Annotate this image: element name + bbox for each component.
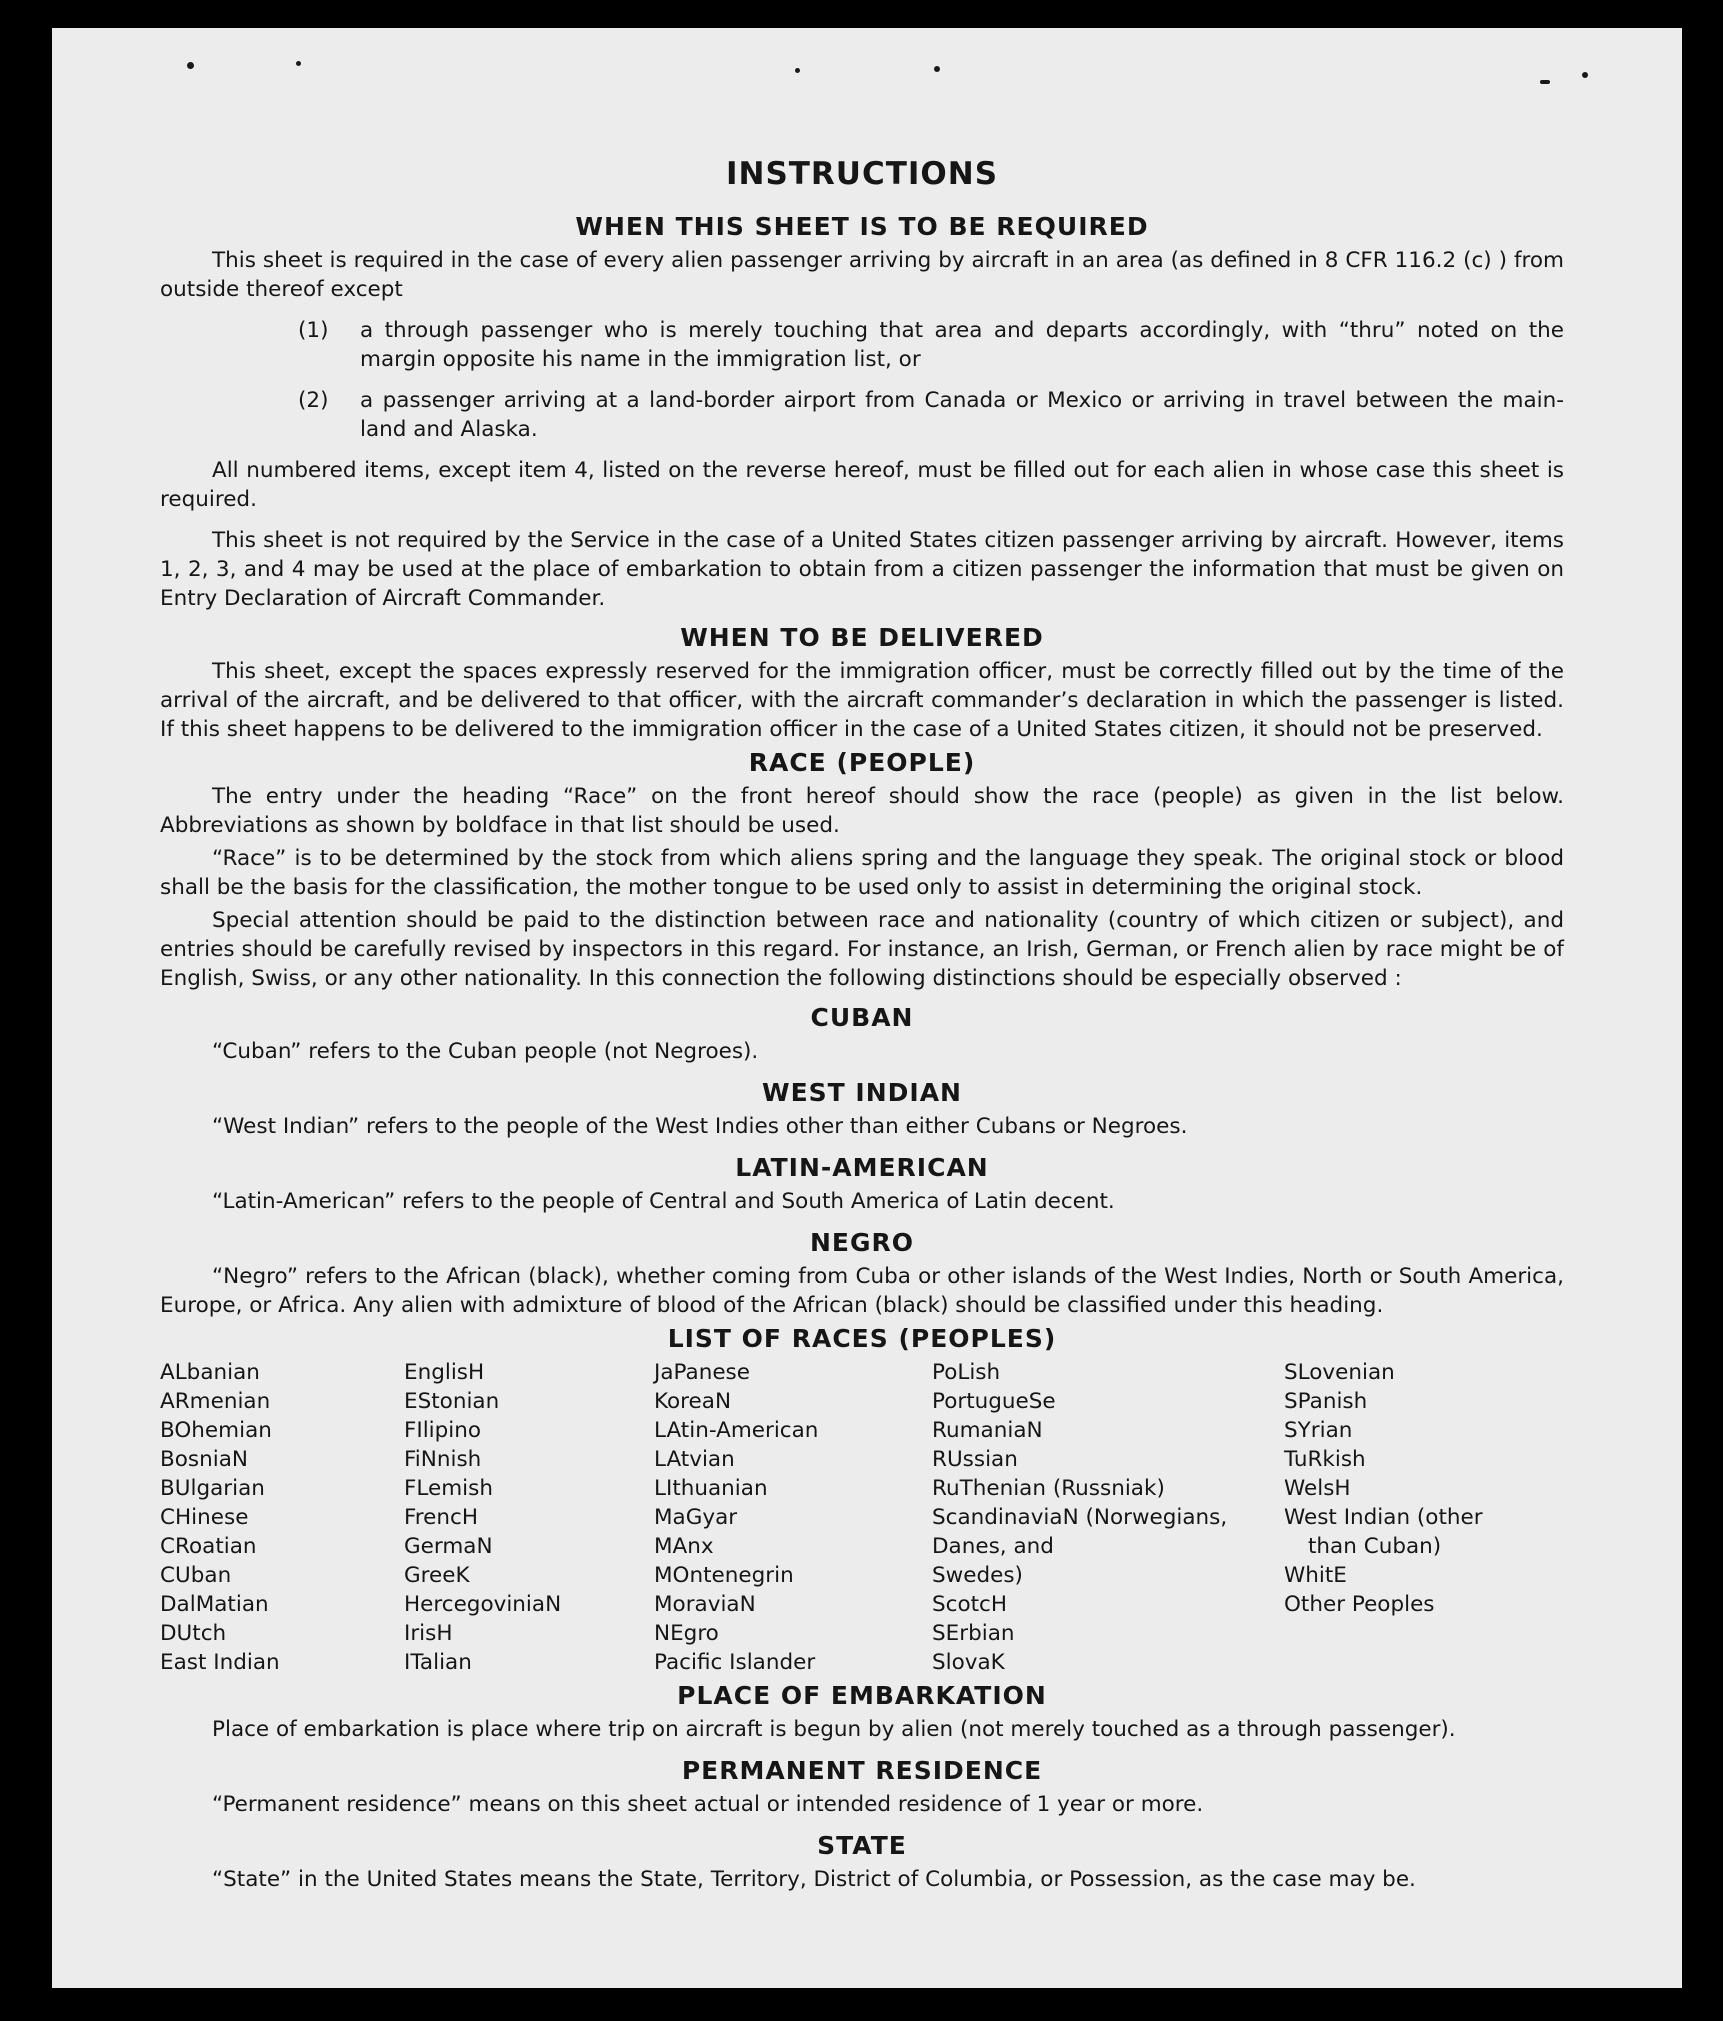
- heading-when-required: WHEN THIS SHEET IS TO BE REQUIRED: [575, 212, 1149, 241]
- embarkation-paragraph: Place of embarkation is place where trip on aircraft is begun by alien (not merely touched as a through passenger).: [212, 1717, 1456, 1742]
- race-entry: BOhemian: [160, 1418, 272, 1443]
- race-entry: ScotcH: [932, 1592, 1008, 1617]
- race-entry: IrisH: [404, 1621, 453, 1646]
- race-entry: FrencH: [404, 1505, 479, 1530]
- race-entry: RUssian: [932, 1447, 1018, 1472]
- race-entry: BUlgarian: [160, 1476, 265, 1501]
- race-entry: SYrian: [1284, 1418, 1353, 1443]
- race-entry: HercegoviniaN: [404, 1592, 562, 1617]
- race-entry: MOntenegrin: [654, 1563, 794, 1588]
- exception-text: a passenger arriving at a land-border airport from Canada or Mexico or arriving in travel between the main-land and Alaska.: [360, 388, 1564, 442]
- race-entry: ARmenian: [160, 1389, 271, 1414]
- race-entry: Danes, and: [932, 1534, 1054, 1559]
- heading-latin-american: LATIN-AMERICAN: [735, 1153, 989, 1182]
- race-entry: WhitE: [1284, 1563, 1347, 1588]
- race-entry: Swedes): [932, 1563, 1023, 1588]
- race-entry: BosniaN: [160, 1447, 248, 1472]
- race-entry: TuRkish: [1284, 1447, 1366, 1472]
- delivered-paragraph: This sheet, except the spaces expressly reserved for the immigration officer, must be correctly filled out by the time of the arrival of the aircraft, and be delivered to that officer, with the aircraft commander’s declaration in which the passenger is listed. If this sheet happens to be delivered to the immigration officer in the case of a United States citizen, it should not be preserved.: [160, 659, 1564, 742]
- race-entry: CRoatian: [160, 1534, 257, 1559]
- west-indian-paragraph: “West Indian” refers to the people of the West Indies other than either Cubans or Negroes.: [212, 1114, 1188, 1139]
- heading-permanent-residence: PERMANENT RESIDENCE: [681, 1756, 1043, 1785]
- ink-speck: [296, 61, 301, 66]
- heading-negro: NEGRO: [809, 1228, 915, 1257]
- page-title: INSTRUCTIONS: [725, 156, 999, 192]
- race-entry: West Indian (other: [1284, 1505, 1483, 1530]
- race-entry: MaGyar: [654, 1505, 738, 1530]
- race-entry: SErbian: [932, 1621, 1015, 1646]
- latin-american-paragraph: “Latin-American” refers to the people of Central and South America of Latin decent.: [212, 1189, 1115, 1214]
- race-entry: FiNnish: [404, 1447, 482, 1472]
- race-entry: GreeK: [404, 1563, 470, 1588]
- race-entry: FIlipino: [404, 1418, 482, 1443]
- race-entry: SPanish: [1284, 1389, 1368, 1414]
- heading-place-of-embarkation: PLACE OF EMBARKATION: [677, 1681, 1047, 1710]
- exception-number: (2): [298, 388, 329, 413]
- races-column: [1284, 1358, 1544, 1677]
- race-entry: EStonian: [404, 1389, 500, 1414]
- races-list: [160, 1358, 1564, 1677]
- race-entry: DalMatian: [160, 1592, 269, 1617]
- race-entry: WelsH: [1284, 1476, 1351, 1501]
- heading-state: STATE: [817, 1831, 907, 1860]
- race-entry: ITalian: [404, 1650, 472, 1675]
- race-entry: LIthuanian: [654, 1476, 768, 1501]
- races-column: [160, 1358, 404, 1677]
- state-paragraph: “State” in the United States means the State, Territory, District of Columbia, or Possession, as the case may be.: [212, 1867, 1416, 1892]
- races-column: [932, 1358, 1284, 1677]
- race-entry: MAnx: [654, 1534, 714, 1559]
- race-entry: than Cuban): [1308, 1534, 1442, 1559]
- race-entry: KoreaN: [654, 1389, 732, 1414]
- heading-list-of-races: LIST OF RACES (PEOPLES): [667, 1324, 1057, 1353]
- race-entry: LAtvian: [654, 1447, 735, 1472]
- race-entry: Pacific Islander: [654, 1650, 816, 1675]
- race-entry: PortugueSe: [932, 1389, 1056, 1414]
- ink-speck: [1582, 72, 1588, 78]
- cuban-paragraph: “Cuban” refers to the Cuban people (not Negroes).: [212, 1039, 759, 1064]
- race-entry: NEgro: [654, 1621, 719, 1646]
- race-entry: CUban: [160, 1563, 232, 1588]
- race-entry: EnglisH: [404, 1360, 485, 1385]
- race-paragraph-1: The entry under the heading “Race” on the front hereof should show the race (people) as given in the list below. Abbreviations as shown by boldface in that list should be used.: [160, 784, 1564, 838]
- race-entry: JaPanese: [654, 1360, 750, 1385]
- race-entry: LAtin-American: [654, 1418, 819, 1443]
- race-entry: MoraviaN: [654, 1592, 756, 1617]
- race-entry: East Indian: [160, 1650, 280, 1675]
- exception-item: [160, 316, 1564, 374]
- heading-race: RACE (PEOPLE): [748, 748, 976, 777]
- ink-speck: [1540, 80, 1550, 84]
- race-entry: Other Peoples: [1284, 1592, 1435, 1617]
- race-entry: SlovaK: [932, 1650, 1005, 1675]
- exception-text: a through passenger who is merely touching that area and departs accordingly, with “thru” noted on the margin opposite his name in the immigration list, or: [360, 318, 1564, 372]
- heading-when-delivered: WHEN TO BE DELIVERED: [680, 623, 1044, 652]
- race-entry: GermaN: [404, 1534, 493, 1559]
- exception-number: (1): [298, 318, 329, 343]
- race-entry: FLemish: [404, 1476, 493, 1501]
- race-entry: DUtch: [160, 1621, 227, 1646]
- race-paragraph-2: “Race” is to be determined by the stock from which aliens spring and the language they speak. The original stock or blood shall be the basis for the classification, the mother tongue to be used only to assist in determining the original stock.: [160, 846, 1564, 900]
- race-entry: SLovenian: [1284, 1360, 1395, 1385]
- race-entry: ALbanian: [160, 1360, 260, 1385]
- citizen-paragraph: This sheet is not required by the Service in the case of a United States citizen passenger arriving by aircraft. However, items 1, 2, 3, and 4 may be used at the place of embarkation to obtain from a citizen passenger the information that must be given on Entry Declaration of Aircraft Commander.: [160, 528, 1564, 611]
- race-entry: RuThenian (Russniak): [932, 1476, 1165, 1501]
- race-entry: PoLish: [932, 1360, 1001, 1385]
- races-column: [654, 1358, 932, 1677]
- race-entry: CHinese: [160, 1505, 249, 1530]
- negro-paragraph: “Negro” refers to the African (black), whether coming from Cuba or other islands of the West Indies, North or South America, Europe, or Africa. Any alien with admixture of blood of the African (black) should be classified under this heading.: [160, 1264, 1564, 1318]
- ink-speck: [187, 62, 194, 69]
- intro-paragraph: This sheet is required in the case of every alien passenger arriving by aircraft in an area (as defined in 8 CFR 116.2 (c) ) from outside thereof except: [160, 248, 1564, 302]
- exception-item: [160, 386, 1564, 444]
- race-entry: ScandinaviaN (Norwegians,: [932, 1505, 1228, 1530]
- numbered-items-paragraph: All numbered items, except item 4, listed on the reverse hereof, must be filled out for each alien in whose case this sheet is required.: [160, 458, 1564, 512]
- ink-speck: [795, 68, 800, 73]
- document-page: [52, 28, 1682, 1988]
- races-column: [404, 1358, 654, 1677]
- race-paragraph-3: Special attention should be paid to the distinction between race and nationality (country of which citizen or subject), and entries should be carefully revised by inspectors in this regard. For instance, an Irish, German, or French alien by race might be of English, Swiss, or any other nationality. In this connection the following distinctions should be especially observed :: [160, 908, 1564, 991]
- residence-paragraph: “Permanent residence” means on this sheet actual or intended residence of 1 year or more.: [212, 1792, 1204, 1817]
- heading-west-indian: WEST INDIAN: [762, 1078, 962, 1107]
- race-entry: RumaniaN: [932, 1418, 1043, 1443]
- ink-speck: [934, 66, 940, 72]
- heading-cuban: CUBAN: [810, 1003, 914, 1032]
